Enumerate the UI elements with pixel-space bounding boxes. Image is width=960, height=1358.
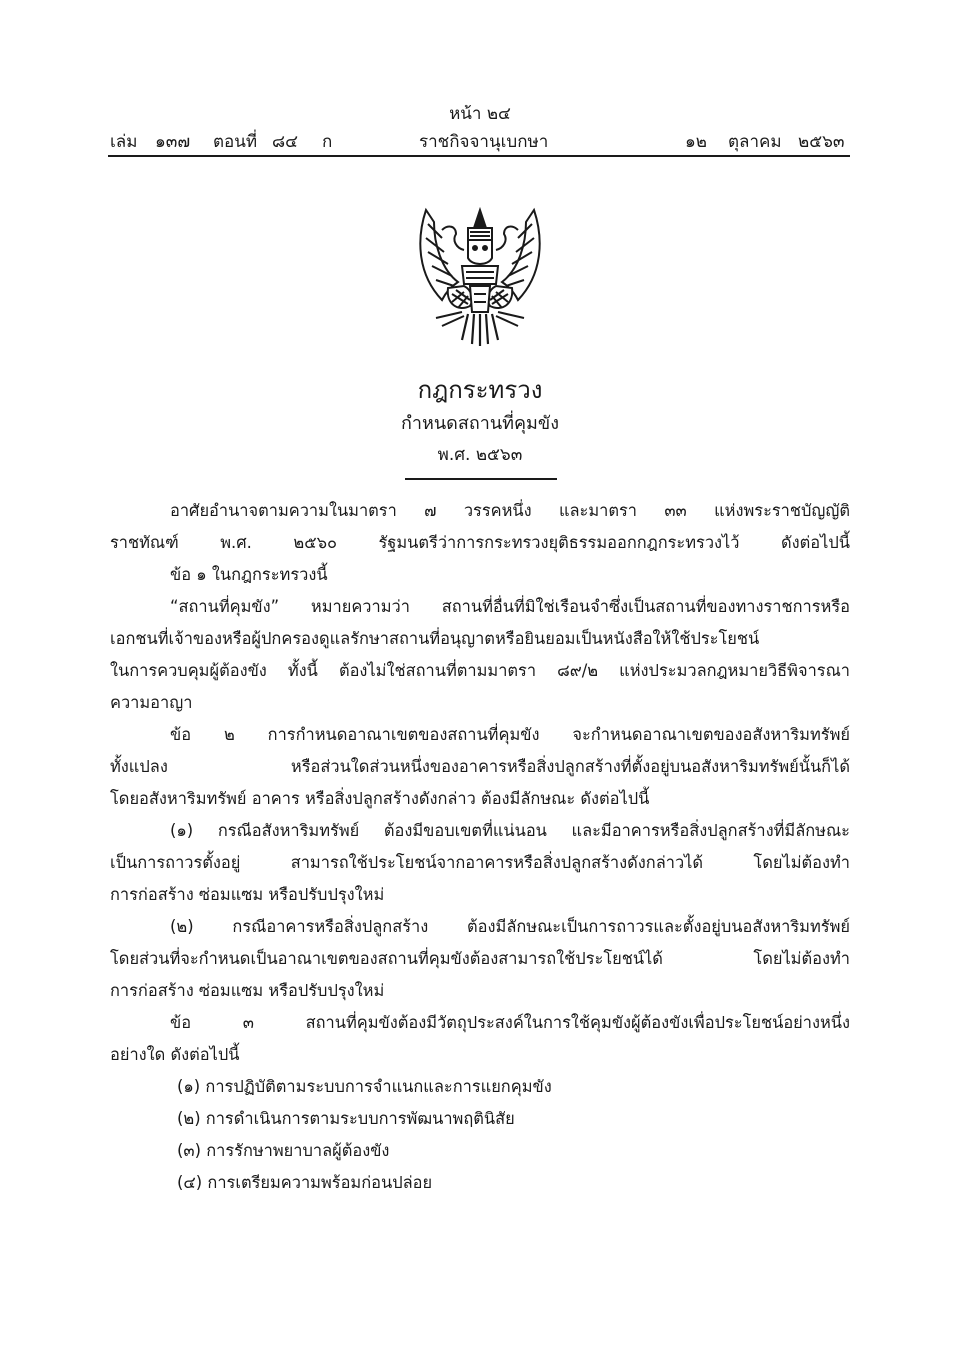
section-label: ตอนที่ [213, 132, 258, 152]
document-year: พ.ศ. ๒๕๖๓ [437, 445, 523, 465]
list-item: (๑) การปฏิบัติตามระบบการจำแนกและการแยกคุมขัง [177, 1077, 552, 1096]
list-item: (๔) การเตรียมความพร้อมก่อนปล่อย [177, 1173, 433, 1192]
volume-number: ๑๓๗ [155, 132, 191, 152]
volume-label: เล่ม [110, 132, 138, 152]
body-line: อาศัยอำนาจตามความในมาตรา ๗ วรรคหนึ่ง และมาตรา ๓๓ แห่งพระราชบัญญัติ [170, 501, 850, 520]
section-number: ๘๔ [272, 132, 298, 152]
sub-clause: (๑) กรณีอสังหาริมทรัพย์ ต้องมีขอบเขตที่แน่นอน และมีอาคารหรือสิ่งปลูกสร้างที่มีลักษณะ [170, 821, 850, 840]
body-line: ทั้งแปลง หรือส่วนใดส่วนหนึ่งของอาคารหรือสิ่งปลูกสร้างที่ตั้งอยู่บนอสังหาริมทรัพย์นั้นก็ได้ [110, 757, 850, 776]
body-line: อย่างใด ดังต่อไปนี้ [110, 1045, 240, 1064]
publication-name: ราชกิจจานุเบกษา [419, 132, 549, 152]
body-line: ความอาญา [110, 693, 193, 712]
document-subtitle: กำหนดสถานที่คุมขัง [400, 413, 560, 434]
clause-heading: ข้อ ๑ ในกฎกระทรวงนี้ [170, 565, 328, 584]
clause-heading: ข้อ ๓ สถานที่คุมขังต้องมีวัตถุประสงค์ในการใช้คุมขังผู้ต้องขังเพื่อประโยชน์อย่างหนึ่ง [170, 1013, 850, 1032]
header-divider [108, 155, 850, 157]
title-divider [405, 478, 557, 480]
body-line: การก่อสร้าง ซ่อมแซม หรือปรับปรุงใหม่ [110, 885, 385, 904]
date-year: ๒๕๖๓ [798, 132, 845, 152]
garuda-emblem-icon [412, 200, 548, 350]
list-item: (๓) การรักษาพยาบาลผู้ต้องขัง [177, 1141, 390, 1160]
clause-heading: ข้อ ๒ การกำหนดอาณาเขตของสถานที่คุมขัง จะกำหนดอาณาเขตของอสังหาริมทรัพย์ [170, 725, 850, 744]
date-day: ๑๒ [685, 132, 707, 152]
body-line: การก่อสร้าง ซ่อมแซม หรือปรับปรุงใหม่ [110, 981, 385, 1000]
body-line: เป็นการถาวรตั้งอยู่ สามารถใช้ประโยชน์จากอาคารหรือสิ่งปลูกสร้างดังกล่าวได้ โดยไม่ต้องทำ [110, 853, 850, 872]
page-number: หน้า ๒๔ [449, 104, 511, 124]
date-month: ตุลาคม [728, 132, 782, 152]
body-line: โดยส่วนที่จะกำหนดเป็นอาณาเขตของสถานที่คุมขังต้องสามารถใช้ประโยชน์ได้ โดยไม่ต้องทำ [110, 949, 850, 968]
sub-clause: (๒) กรณีอาคารหรือสิ่งปลูกสร้าง ต้องมีลักษณะเป็นการถาวรและตั้งอยู่บนอสังหาริมทรัพย์ [170, 917, 850, 936]
section-type: ก [322, 132, 333, 152]
list-item: (๒) การดำเนินการตามระบบการพัฒนาพฤตินิสัย [177, 1109, 515, 1128]
body-line: โดยอสังหาริมทรัพย์ อาคาร หรือสิ่งปลูกสร้างดังกล่าว ต้องมีลักษณะ ดังต่อไปนี้ [110, 789, 650, 808]
body-line: เอกชนที่เจ้าของหรือผู้ปกครองดูแลรักษาสถานที่อนุญาตหรือยินยอมเป็นหนังสือให้ใช้ประโยชน์ [110, 629, 760, 648]
body-line: ในการควบคุมผู้ต้องขัง ทั้งนี้ ต้องไม่ใช่สถานที่ตามมาตรา ๘๙/๒ แห่งประมวลกฎหมายวิธีพิจารณา [110, 661, 850, 680]
body-line: ราชทัณฑ์ พ.ศ. ๒๕๖๐ รัฐมนตรีว่าการกระทรวงยุติธรรมออกกฎกระทรวงไว้ ดังต่อไปนี้ [110, 533, 850, 552]
document-title: กฎกระทรวง [417, 376, 543, 404]
body-line: “สถานที่คุมขัง” หมายความว่า สถานที่อื่นที่มิใช่เรือนจำซึ่งเป็นสถานที่ของทางราชการหรือ [170, 597, 850, 616]
